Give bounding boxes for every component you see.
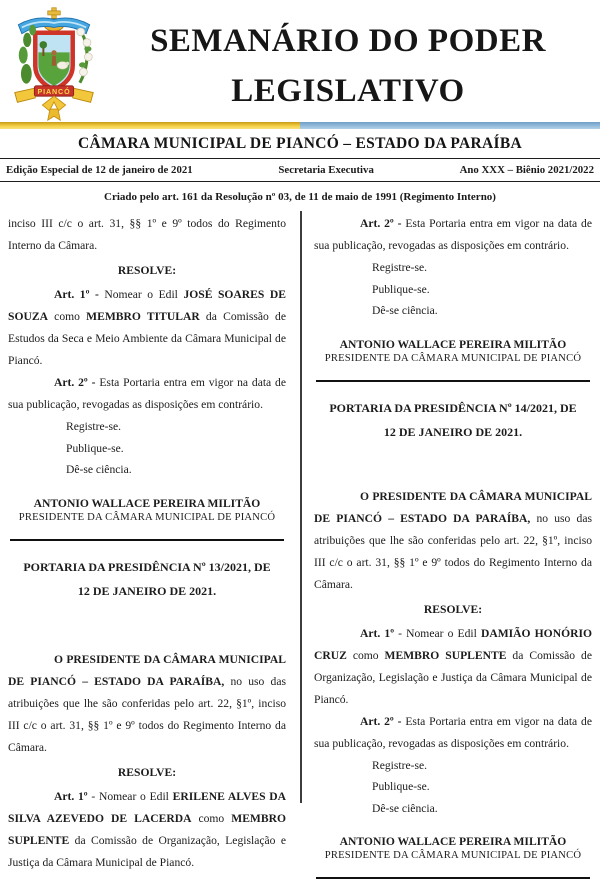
bold-text: Art. 1º xyxy=(54,789,88,803)
right-column xyxy=(300,213,592,893)
closing-line: Dê-se ciência. xyxy=(66,463,132,476)
resolve-label: RESOLVE: xyxy=(117,765,177,779)
resolve-label: RESOLVE: xyxy=(117,264,177,277)
paragraph xyxy=(314,213,592,257)
paragraph xyxy=(314,486,592,596)
bold-text: O PRESIDENTE DA CÂMARA MUNICIPAL DE PIANCÓ – ESTADO DA PARAÍBA, xyxy=(8,652,286,688)
body-text: - Nomear o Edil xyxy=(394,626,481,640)
signature-block xyxy=(314,338,592,365)
closing-line: Registre-se. xyxy=(372,758,428,772)
closing-line: Publique-se. xyxy=(372,780,430,793)
section-divider-rule xyxy=(10,539,284,541)
closing-line: Dê-se ciência. xyxy=(372,801,438,815)
bold-text: Art. 2º - xyxy=(54,376,100,389)
body-text: no uso das atribuições que lhe são conferidas pelo art. 22, §1º, inciso III c/c o art. 31, §§ 1º e 9º todos do Regimento Interno da Câmara. xyxy=(314,511,592,591)
closing-line: Registre-se. xyxy=(372,261,428,274)
bold-text: MEMBRO SUPLENTE xyxy=(8,811,286,847)
signature-role: PRESIDENTE DA CÂMARA MUNICIPAL DE PIANCÓ xyxy=(18,511,276,523)
bold-text: ERILENE ALVES DA SILVA AZEVEDO DE LACERDA xyxy=(8,789,286,825)
body-text: da Comissão de Organização, Legislação e Justiça da Câmara Municipal de Piancó. xyxy=(8,833,286,869)
closing-line: Registre-se. xyxy=(66,420,122,433)
body-text: Esta Portaria entra em vigor na data de sua publicação, revogadas as disposições em contrário. xyxy=(314,714,593,750)
closing-line: Publique-se. xyxy=(372,282,430,296)
secretariat-label: Secretaria Executiva xyxy=(278,164,374,176)
bold-text: Art. 2º - xyxy=(360,714,406,728)
portaria-heading: PORTARIA DA PRESIDÊNCIA Nº 14/2021, DE 12 DE JANEIRO DE 2021. xyxy=(329,400,577,439)
body-text: Esta Portaria entra em vigor na data de sua publicação, revogadas as disposições em contrário. xyxy=(314,217,593,252)
closing-formulas xyxy=(314,257,592,322)
signature-name: ANTONIO WALLACE PEREIRA MILITÃO xyxy=(339,337,567,351)
paragraph xyxy=(8,372,286,416)
body-text: - Nomear o Edil xyxy=(87,789,173,803)
portaria-heading: PORTARIA DA PRESIDÊNCIA Nº 13/2021, DE 12 DE JANEIRO DE 2021. xyxy=(23,559,271,598)
closing-line: Dê-se ciência. xyxy=(372,304,438,317)
spacer xyxy=(8,609,286,649)
body-text: inciso III c/c o art. 31, §§ 1º e 9º todos do Regimento Interno da Câmara. xyxy=(8,217,286,252)
paragraph xyxy=(314,711,592,755)
gazette-title-line1: SEMANÁRIO DO PODER xyxy=(150,23,546,59)
paragraph xyxy=(314,623,592,711)
signature-block xyxy=(314,835,592,862)
closing-line: Publique-se. xyxy=(66,441,124,455)
bold-text: MEMBRO SUPLENTE xyxy=(384,648,507,662)
left-column xyxy=(8,213,300,893)
edition-info-row xyxy=(0,158,600,182)
edition-label: Edição Especial de 12 de janeiro de 2021 xyxy=(6,164,193,176)
bold-text: JOSÉ SOARES DE SOUZA xyxy=(8,288,286,323)
paragraph xyxy=(8,213,286,257)
document-body xyxy=(0,207,600,893)
body-text: Esta Portaria entra em vigor na data de sua publicação, revogadas as disposições em contrário. xyxy=(8,376,287,411)
section-divider-rule xyxy=(316,877,590,879)
signature-role: PRESIDENTE DA CÂMARA MUNICIPAL DE PIANCÓ xyxy=(324,352,582,364)
gazette-title-line2: LEGISLATIVO xyxy=(231,73,465,109)
logo-banner-text: PIANCÓ xyxy=(37,87,71,96)
year-biennium-label: Ano XXX – Biênio 2021/2022 xyxy=(459,164,594,176)
body-text: no uso das atribuições que lhe são conferidas pelo art. 22, §1º, inciso III c/c o art. 31, §§ 1º e 9º todos do Regimento Interno da Câmara. xyxy=(8,674,286,754)
body-text: como xyxy=(346,648,385,662)
divider-yellow-segment xyxy=(0,122,300,129)
signature-block xyxy=(8,497,286,524)
paragraph xyxy=(8,786,286,874)
creation-note: Criado pelo art. 161 da Resolução nº 03, de 11 de maio de 1991 (Regimento Interno) xyxy=(104,191,496,203)
body-text: como xyxy=(47,310,87,323)
gazette-title xyxy=(106,4,590,116)
pianco-coat-of-arms-icon xyxy=(6,6,102,122)
closing-formulas xyxy=(8,416,286,481)
bold-text: DAMIÃO HONÓRIO CRUZ xyxy=(314,626,592,662)
body-text: da Comissão de Estudos da Seca e Meio Ambiente da Câmara Municipal de Piancó. xyxy=(8,310,286,367)
color-divider-bar xyxy=(0,122,600,129)
bold-text: Art. 1º - xyxy=(54,288,105,301)
paragraph xyxy=(8,649,286,759)
masthead xyxy=(0,0,600,122)
bold-text: Art. 1º xyxy=(360,626,395,640)
signature-role: PRESIDENTE DA CÂMARA MUNICIPAL DE PIANCÓ xyxy=(324,850,582,861)
bold-text: MEMBRO TITULAR xyxy=(86,310,200,323)
column-divider xyxy=(300,211,302,803)
coat-of-arms-logo xyxy=(6,4,106,122)
section-divider-rule xyxy=(316,380,590,382)
body-text: da Comissão de Organização, Legislação e Justiça da Câmara Municipal de Piancó. xyxy=(314,648,592,706)
spacer xyxy=(314,450,592,486)
organization-name: CÂMARA MUNICIPAL DE PIANCÓ – ESTADO DA PARAÍBA xyxy=(78,135,522,152)
bold-text: O PRESIDENTE DA CÂMARA MUNICIPAL DE PIANCÓ – ESTADO DA PARAÍBA, xyxy=(314,489,592,525)
signature-name: ANTONIO WALLACE PEREIRA MILITÃO xyxy=(33,496,261,510)
body-text: como xyxy=(191,811,232,825)
bold-text: Art. 2º - xyxy=(360,217,406,230)
paragraph xyxy=(8,284,286,372)
body-text: Nomear o Edil xyxy=(104,288,184,301)
closing-formulas xyxy=(314,755,592,820)
resolve-label: RESOLVE: xyxy=(423,602,483,616)
divider-blue-segment xyxy=(300,122,600,129)
signature-name: ANTONIO WALLACE PEREIRA MILITÃO xyxy=(339,835,567,848)
